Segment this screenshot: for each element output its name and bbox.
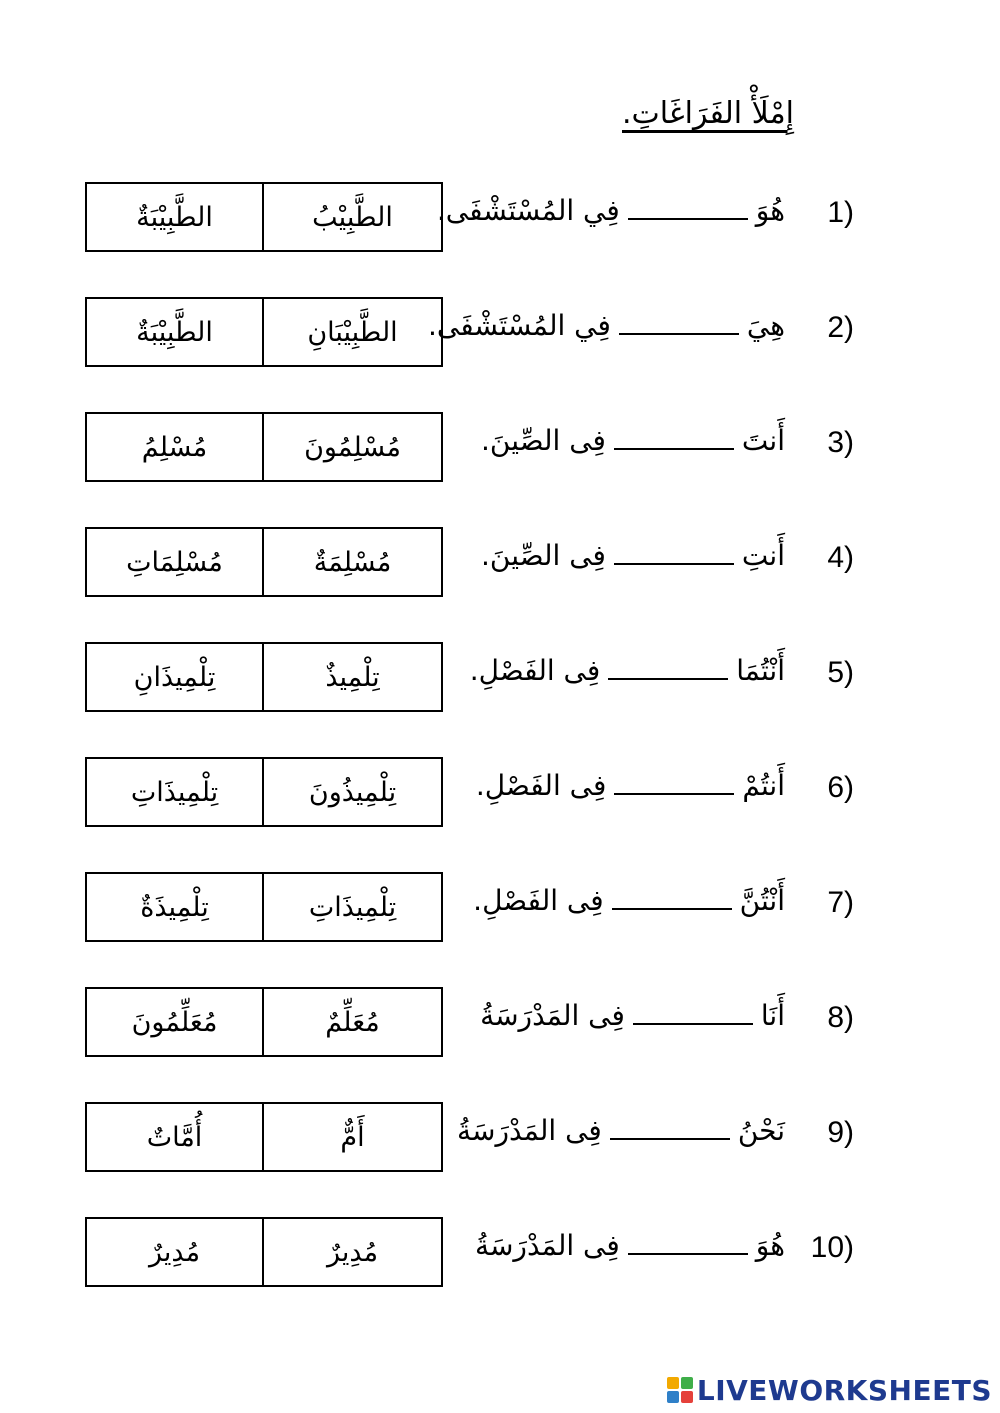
question-sentence (476, 769, 785, 802)
question-row (0, 987, 1000, 1057)
choice-option[interactable]: مُدِيرٌ (87, 1219, 264, 1285)
sentence-start: أَنَا (760, 999, 785, 1032)
question-number: 9) (827, 1116, 854, 1149)
sentence-end: فِى الفَصْلِ. (475, 769, 607, 802)
sentence-end: فِى المَدْرَسَةُ (457, 1114, 602, 1147)
choice-box (85, 297, 443, 367)
question-row (0, 412, 1000, 482)
question-sentence (437, 194, 785, 227)
question-number: 1) (827, 196, 854, 229)
brand-name: LIVEWORKSHEETS (696, 1373, 992, 1407)
choice-option[interactable]: الطَّبِيْبُ (312, 201, 393, 233)
question-sentence (481, 539, 785, 572)
sentence-end: فِى الفَصْلِ. (469, 654, 601, 687)
question-row (0, 182, 1000, 252)
blank-answer[interactable] (619, 311, 739, 335)
question-row (0, 1217, 1000, 1287)
choice-box (85, 642, 443, 712)
blank-answer[interactable] (610, 1116, 730, 1140)
blank-answer[interactable] (612, 886, 732, 910)
choice-option[interactable]: الطَّبِيْبَةٌ (87, 184, 264, 250)
sentence-end: فِي المُسْتَشْفَى. (436, 194, 620, 227)
sentence-start: أَنتِ (741, 539, 785, 572)
choice-option[interactable]: مُسْلِمَاتِ (87, 529, 264, 595)
choice-option[interactable]: تِلْمِيذُونَ (308, 776, 397, 808)
sentence-start: أَنتُمْ (742, 769, 785, 802)
question-row (0, 757, 1000, 827)
choice-option[interactable]: مُسْلِمَةٌ (313, 546, 392, 578)
sentence-start: أَنْتُمَا (736, 654, 785, 687)
choice-option[interactable]: تِلْمِيذَانِ (87, 644, 264, 710)
choice-option[interactable]: مُسْلِمُونَ (304, 431, 401, 463)
question-sentence (475, 1229, 785, 1262)
sentence-start: أَنْتُنَّ (739, 884, 785, 917)
question-row (0, 1102, 1000, 1172)
blank-answer[interactable] (614, 426, 734, 450)
blank-answer[interactable] (614, 541, 734, 565)
choice-option[interactable]: مُدِيرٌ (326, 1236, 379, 1268)
question-row (0, 297, 1000, 367)
question-sentence (470, 654, 785, 687)
sentence-end: فِى الفَصْلِ. (473, 884, 604, 917)
blank-answer[interactable] (614, 771, 734, 795)
choice-box (85, 1217, 443, 1287)
question-sentence (457, 1114, 785, 1147)
question-number: 6) (827, 771, 854, 804)
question-row (0, 527, 1000, 597)
choice-box (85, 412, 443, 482)
choice-box (85, 872, 443, 942)
choice-box (85, 182, 443, 252)
liveworksheets-logo[interactable] (667, 1375, 992, 1405)
sentence-end: فِى المَدْرَسَةُ (480, 999, 625, 1032)
sentence-end: فِى الصِّينَ. (481, 424, 606, 457)
blank-answer[interactable] (608, 656, 728, 680)
question-row (0, 642, 1000, 712)
question-number: 4) (827, 541, 854, 574)
sentence-start: هِيَ (746, 309, 785, 342)
worksheet-title: إِمْلَأْ الفَرَاغَاتِ. (622, 96, 794, 131)
question-number: 10) (810, 1231, 854, 1264)
sentence-end: فِى المَدْرَسَةُ (474, 1229, 620, 1262)
question-row (0, 872, 1000, 942)
question-number: 3) (827, 426, 854, 459)
choice-box (85, 987, 443, 1057)
choice-option[interactable]: مُعَلِّمٌ (325, 1006, 380, 1038)
choice-option[interactable]: تِلْمِيذَةٌ (87, 874, 264, 940)
choice-box (85, 757, 443, 827)
sentence-start: هُوَ (755, 194, 785, 227)
sentence-start: نَحْنُ (737, 1114, 785, 1147)
choice-option[interactable]: تِلْمِيذَاتِ (87, 759, 264, 825)
blank-answer[interactable] (633, 1001, 753, 1025)
sentence-end: فِى الصِّينَ. (481, 539, 606, 572)
blank-answer[interactable] (628, 196, 748, 220)
blank-answer[interactable] (628, 1231, 748, 1255)
sentence-start: أَنتَ (741, 424, 785, 457)
sentence-start: هُوَ (755, 1229, 785, 1262)
question-sentence (481, 424, 785, 457)
choice-option[interactable]: أُمَّاتٌ (87, 1104, 264, 1170)
question-number: 8) (827, 1001, 854, 1034)
choice-box (85, 527, 443, 597)
choice-option[interactable]: مُسْلِمُ (87, 414, 264, 480)
logo-grid-icon (667, 1377, 693, 1403)
question-number: 2) (827, 311, 854, 344)
question-sentence (428, 309, 785, 342)
question-number: 5) (827, 656, 854, 689)
question-number: 7) (827, 886, 854, 919)
choice-option[interactable]: أَمٌّ (340, 1121, 365, 1153)
question-sentence (473, 884, 785, 917)
choice-box (85, 1102, 443, 1172)
sentence-end: فِي المُسْتَشْفَى. (427, 309, 611, 342)
choice-option[interactable]: تِلْمِيذَاتِ (308, 891, 397, 923)
choice-option[interactable]: الطَّبِيْبَةٌ (87, 299, 264, 365)
choice-option[interactable]: مُعَلِّمُونَ (87, 989, 264, 1055)
question-sentence (480, 999, 785, 1032)
choice-option[interactable]: الطَّبِيْبَانِ (307, 316, 398, 348)
choice-option[interactable]: تِلْمِيذٌ (325, 661, 380, 693)
